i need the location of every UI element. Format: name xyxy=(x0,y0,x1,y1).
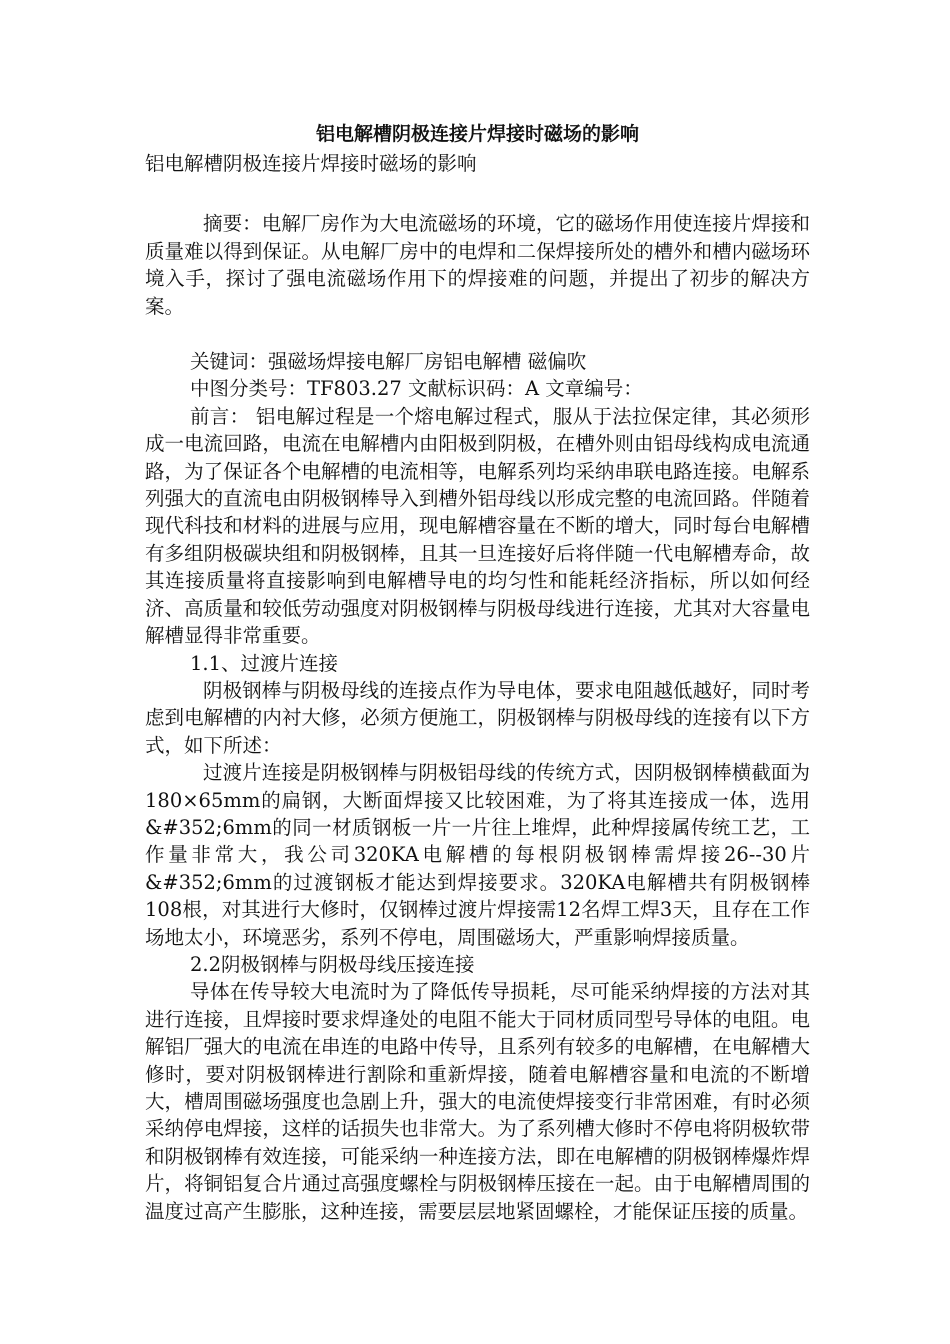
abstract-paragraph: 摘要：电解厂房作为大电流磁场的环境，它的磁场作用使连接片焊接和质量难以得到保证。从电解厂房中的电焊和二保焊接所处的槽外和槽内磁场环境入手，探讨了强电流磁场作用下的焊接难的问题，并提出了初步的解决方案。 xyxy=(145,212,810,318)
document-title: 铝电解槽阴极连接片焊接时磁场的影响 xyxy=(315,123,639,145)
section-1-paragraph-2: 过渡片连接是阴极钢棒与阴极铝母线的传统方式，因阴极钢棒横截面为180×65mm的扁钢，大断面焊接又比较困难，为了将其连接成一体，选用&#352;6mm的同一材质钢板一片一片往上堆焊，此种焊接属传统工艺，工作量非常大，我公司320KA电解槽的每根阴极钢棒需焊接26--30片&#352;6mm的过渡钢板才能达到焊接要求。320KA电解槽共有阴极钢棒108根，对其进行大修时，仅钢棒过渡片焊接需12名焊工焊3天，且存在工作场地太小，环境恶劣，系列不停电，周围磁场大，严重影响焊接质量。 xyxy=(145,761,810,949)
section-2-paragraph-1: 导体在传导较大电流时为了降低传导损耗，尽可能采纳焊接的方法对其进行连接，且焊接时要求焊逢处的电阻不能大于同材质同型号导体的电阻。电解铝厂强大的电流在串连的电路中传导，且系列有较多的电解槽，在电解槽大修时，要对阴极钢棒进行割除和重新焊接，随着电解槽容量和电流的不断增大，槽周围磁场强度也急剧上升，强大的电流使焊接变行非常困难，有时必须采纳停电焊接，这样的话损失也非常大。为了系列槽大修时不停电将阴极软带和阴极钢棒有效连接，可能采纳一种连接方法，即在电解槽的阴极钢棒爆炸焊片，将铜铝复合片通过高强度螺栓与阴极钢棒压接在一起。由于电解槽周围的温度过高产生膨胀，这种连接，需要层层地紧固螺栓，才能保证压接的质量。 xyxy=(145,980,810,1223)
section-2-heading: 2.2阴极钢棒与阴极母线压接连接 xyxy=(190,952,475,976)
keywords-line: 关键词：强磁场焊接电解厂房铝电解槽 磁偏吹 xyxy=(190,350,587,374)
section-1-heading: 1.1、过渡片连接 xyxy=(190,651,339,675)
document-subtitle: 铝电解槽阴极连接片焊接时磁场的影响 xyxy=(145,152,477,175)
preface-paragraph: 前言： 铝电解过程是一个熔电解过程式，服从于法拉保定律，其必须形成一电流回路，电流在电解槽内由阳极到阴极，在槽外则由铝母线构成电流通路，为了保证各个电解槽的电流相等，电解系列均采纳串联电路连接。电解系列强大的直流电由阴极钢棒导入到槽外铝母线以形成完整的电流回路。伴随着现代科技和材料的进展与应用，现电解槽容量在不断的增大，同时每台电解槽有多组阴极碳块组和阴极钢棒，且其一旦连接好后将伴随一代电解槽寿命，故其连接质量将直接影响到电解槽导电的均匀性和能耗经济指标，所以如何经济、高质量和较低劳动强度对阴极钢棒与阴极母线进行连接，尤其对大容量电解槽显得非常重要。 xyxy=(145,404,810,648)
spacer xyxy=(145,320,810,348)
section-1-paragraph-1: 阴极钢棒与阴极母线的连接点作为导电体，要求电阻越低越好，同时考虑到电解槽的内衬大修，必须方便施工，阴极钢棒与阴极母线的连接有以下方式，如下所述： xyxy=(145,678,810,757)
classification-line: 中图分类号：TF803.27 文献标识码：A 文章编号： xyxy=(190,377,643,401)
document-page xyxy=(145,118,810,1225)
